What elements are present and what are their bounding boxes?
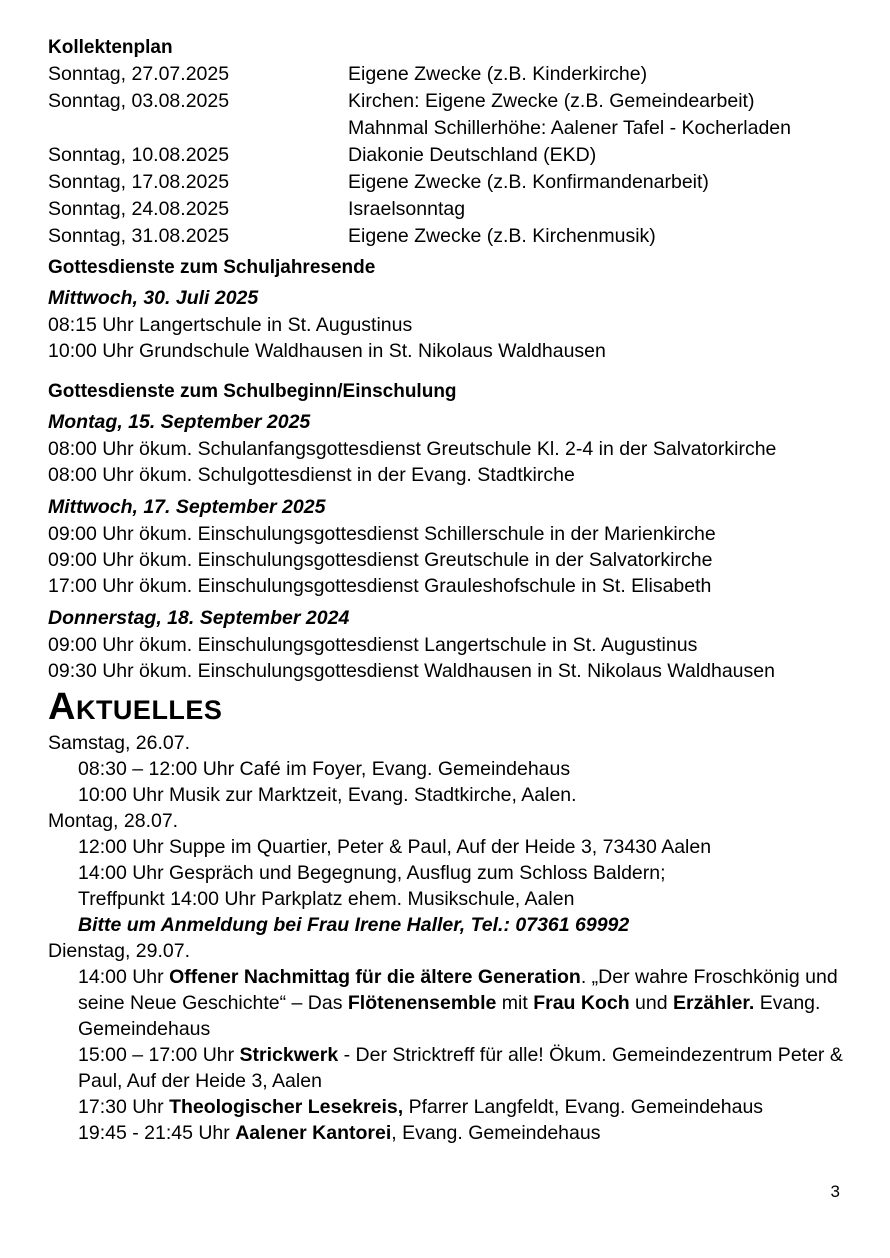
event-text: und: [629, 992, 673, 1014]
event-paragraph: [48, 1094, 848, 1120]
service-line: 09:00 Uhr ökum. Einschulungsgottesdienst Schillerschule in der Marienkirche: [48, 523, 716, 545]
service-line: 08:00 Uhr ökum. Schulgottesdienst in der Evang. Stadtkirche: [48, 464, 575, 486]
event-emphasis: Erzähler.: [673, 992, 755, 1014]
service-date: Mittwoch, 17. September 2025: [48, 496, 326, 518]
service-date: Donnerstag, 18. September 2024: [48, 607, 350, 629]
registration-note: Bitte um Anmeldung bei Frau Irene Haller, Tel.: 07361 69992: [78, 914, 630, 936]
kollektenplan-heading: Kollektenplan: [48, 37, 173, 58]
event-time: 19:45 - 21:45 Uhr: [78, 1122, 236, 1144]
kollekte-date: Sonntag, 24.08.2025: [48, 198, 230, 220]
event-paragraph: [48, 1120, 848, 1146]
kollekte-row: [48, 196, 848, 223]
kollekte-row: [48, 88, 848, 115]
day-label: Dienstag, 29.07.: [48, 940, 191, 962]
kollekte-row: [48, 61, 848, 88]
event-line: 14:00 Uhr Gespräch und Begegnung, Ausflug zum Schloss Baldern;: [78, 862, 666, 884]
service-line: 09:00 Uhr ökum. Einschulungsgottesdienst Langertschule in St. Augustinus: [48, 634, 698, 656]
kollekte-purpose: Diakonie Deutschland (EKD): [348, 144, 597, 166]
kollekte-date: Sonntag, 03.08.2025: [48, 90, 230, 112]
event-title: Aalener Kantorei: [235, 1122, 392, 1144]
kollekte-row: [48, 169, 848, 196]
schulbeginn-heading: Gottesdienste zum Schulbeginn/Einschulung: [48, 381, 457, 402]
event-time: 15:00 – 17:00 Uhr: [78, 1044, 240, 1066]
event-paragraph: [48, 964, 848, 1042]
kollekte-purpose: Mahnmal Schillerhöhe: Aalener Tafel - Kocherladen: [348, 117, 791, 139]
event-text: . „Der wahre Froschkönig und seine Neue Geschichte“ – Das: [78, 966, 838, 1014]
service-date: Mittwoch, 30. Juli 2025: [48, 287, 259, 309]
day-label: Samstag, 26.07.: [48, 732, 191, 754]
day-label: Montag, 28.07.: [48, 810, 179, 832]
event-emphasis: Frau Koch: [533, 992, 630, 1014]
event-text: , Evang. Gemeindehaus: [391, 1122, 601, 1144]
page-content: [48, 34, 848, 1146]
service-line: 09:00 Uhr ökum. Einschulungsgottesdienst Greutschule in der Salvatorkirche: [48, 549, 713, 571]
service-date: Montag, 15. September 2025: [48, 411, 311, 433]
event-line: Treffpunkt 14:00 Uhr Parkplatz ehem. Musikschule, Aalen: [78, 888, 575, 910]
kollekte-row: [48, 115, 848, 142]
kollektenplan-table: [48, 61, 848, 250]
kollekte-date: [48, 115, 348, 142]
event-text: Evang. Gemeindehaus: [78, 992, 821, 1040]
kollekte-row: [48, 223, 848, 250]
aktuelles-title: Aktuelles: [48, 686, 223, 728]
kollekte-purpose: Eigene Zwecke (z.B. Kirchenmusik): [348, 225, 656, 247]
service-line: 08:15 Uhr Langertschule in St. Augustinus: [48, 314, 413, 336]
event-title: Strickwerk: [239, 1044, 339, 1066]
kollekte-date: Sonntag, 10.08.2025: [48, 144, 230, 166]
service-line: 08:00 Uhr ökum. Schulanfangsgottesdienst Greutschule Kl. 2-4 in der Salvatorkirche: [48, 438, 777, 460]
event-text: mit: [496, 992, 534, 1014]
event-line: 10:00 Uhr Musik zur Marktzeit, Evang. Stadtkirche, Aalen.: [78, 784, 577, 806]
schuljahresende-heading: Gottesdienste zum Schuljahresende: [48, 257, 376, 278]
event-time: 14:00 Uhr: [78, 966, 170, 988]
kollekte-date: Sonntag, 31.08.2025: [48, 225, 230, 247]
kollekte-row: [48, 142, 848, 169]
kollekte-purpose: Israelsonntag: [348, 198, 466, 220]
service-line: 09:30 Uhr ökum. Einschulungsgottesdienst Waldhausen in St. Nikolaus Waldhausen: [48, 660, 775, 682]
event-paragraph: [48, 1042, 848, 1094]
service-line: 10:00 Uhr Grundschule Waldhausen in St. Nikolaus Waldhausen: [48, 340, 606, 362]
kollekte-date: Sonntag, 17.08.2025: [48, 171, 230, 193]
page-number: 3: [830, 1182, 840, 1201]
event-title: Theologischer Lesekreis,: [169, 1096, 404, 1118]
event-line: 08:30 – 12:00 Uhr Café im Foyer, Evang. Gemeindehaus: [78, 758, 571, 780]
kollekte-purpose: Eigene Zwecke (z.B. Konfirmandenarbeit): [348, 171, 709, 193]
service-line: 17:00 Uhr ökum. Einschulungsgottesdienst Grauleshofschule in St. Elisabeth: [48, 575, 712, 597]
kollekte-purpose: Kirchen: Eigene Zwecke (z.B. Gemeindearbeit): [348, 90, 755, 112]
event-time: 17:30 Uhr: [78, 1096, 170, 1118]
event-title: Offener Nachmittag für die ältere Generation: [169, 966, 581, 988]
event-text: - Der Stricktreff für alle! Ökum. Gemeindezentrum Peter & Paul, Auf der Heide 3, Aalen: [78, 1044, 843, 1092]
event-emphasis: Flötenensemble: [347, 992, 497, 1014]
event-line: 12:00 Uhr Suppe im Quartier, Peter & Paul, Auf der Heide 3, 73430 Aalen: [78, 836, 712, 858]
event-text: Pfarrer Langfeldt, Evang. Gemeindehaus: [403, 1096, 764, 1118]
kollekte-purpose: Eigene Zwecke (z.B. Kinderkirche): [348, 63, 648, 85]
kollekte-date: Sonntag, 27.07.2025: [48, 63, 230, 85]
